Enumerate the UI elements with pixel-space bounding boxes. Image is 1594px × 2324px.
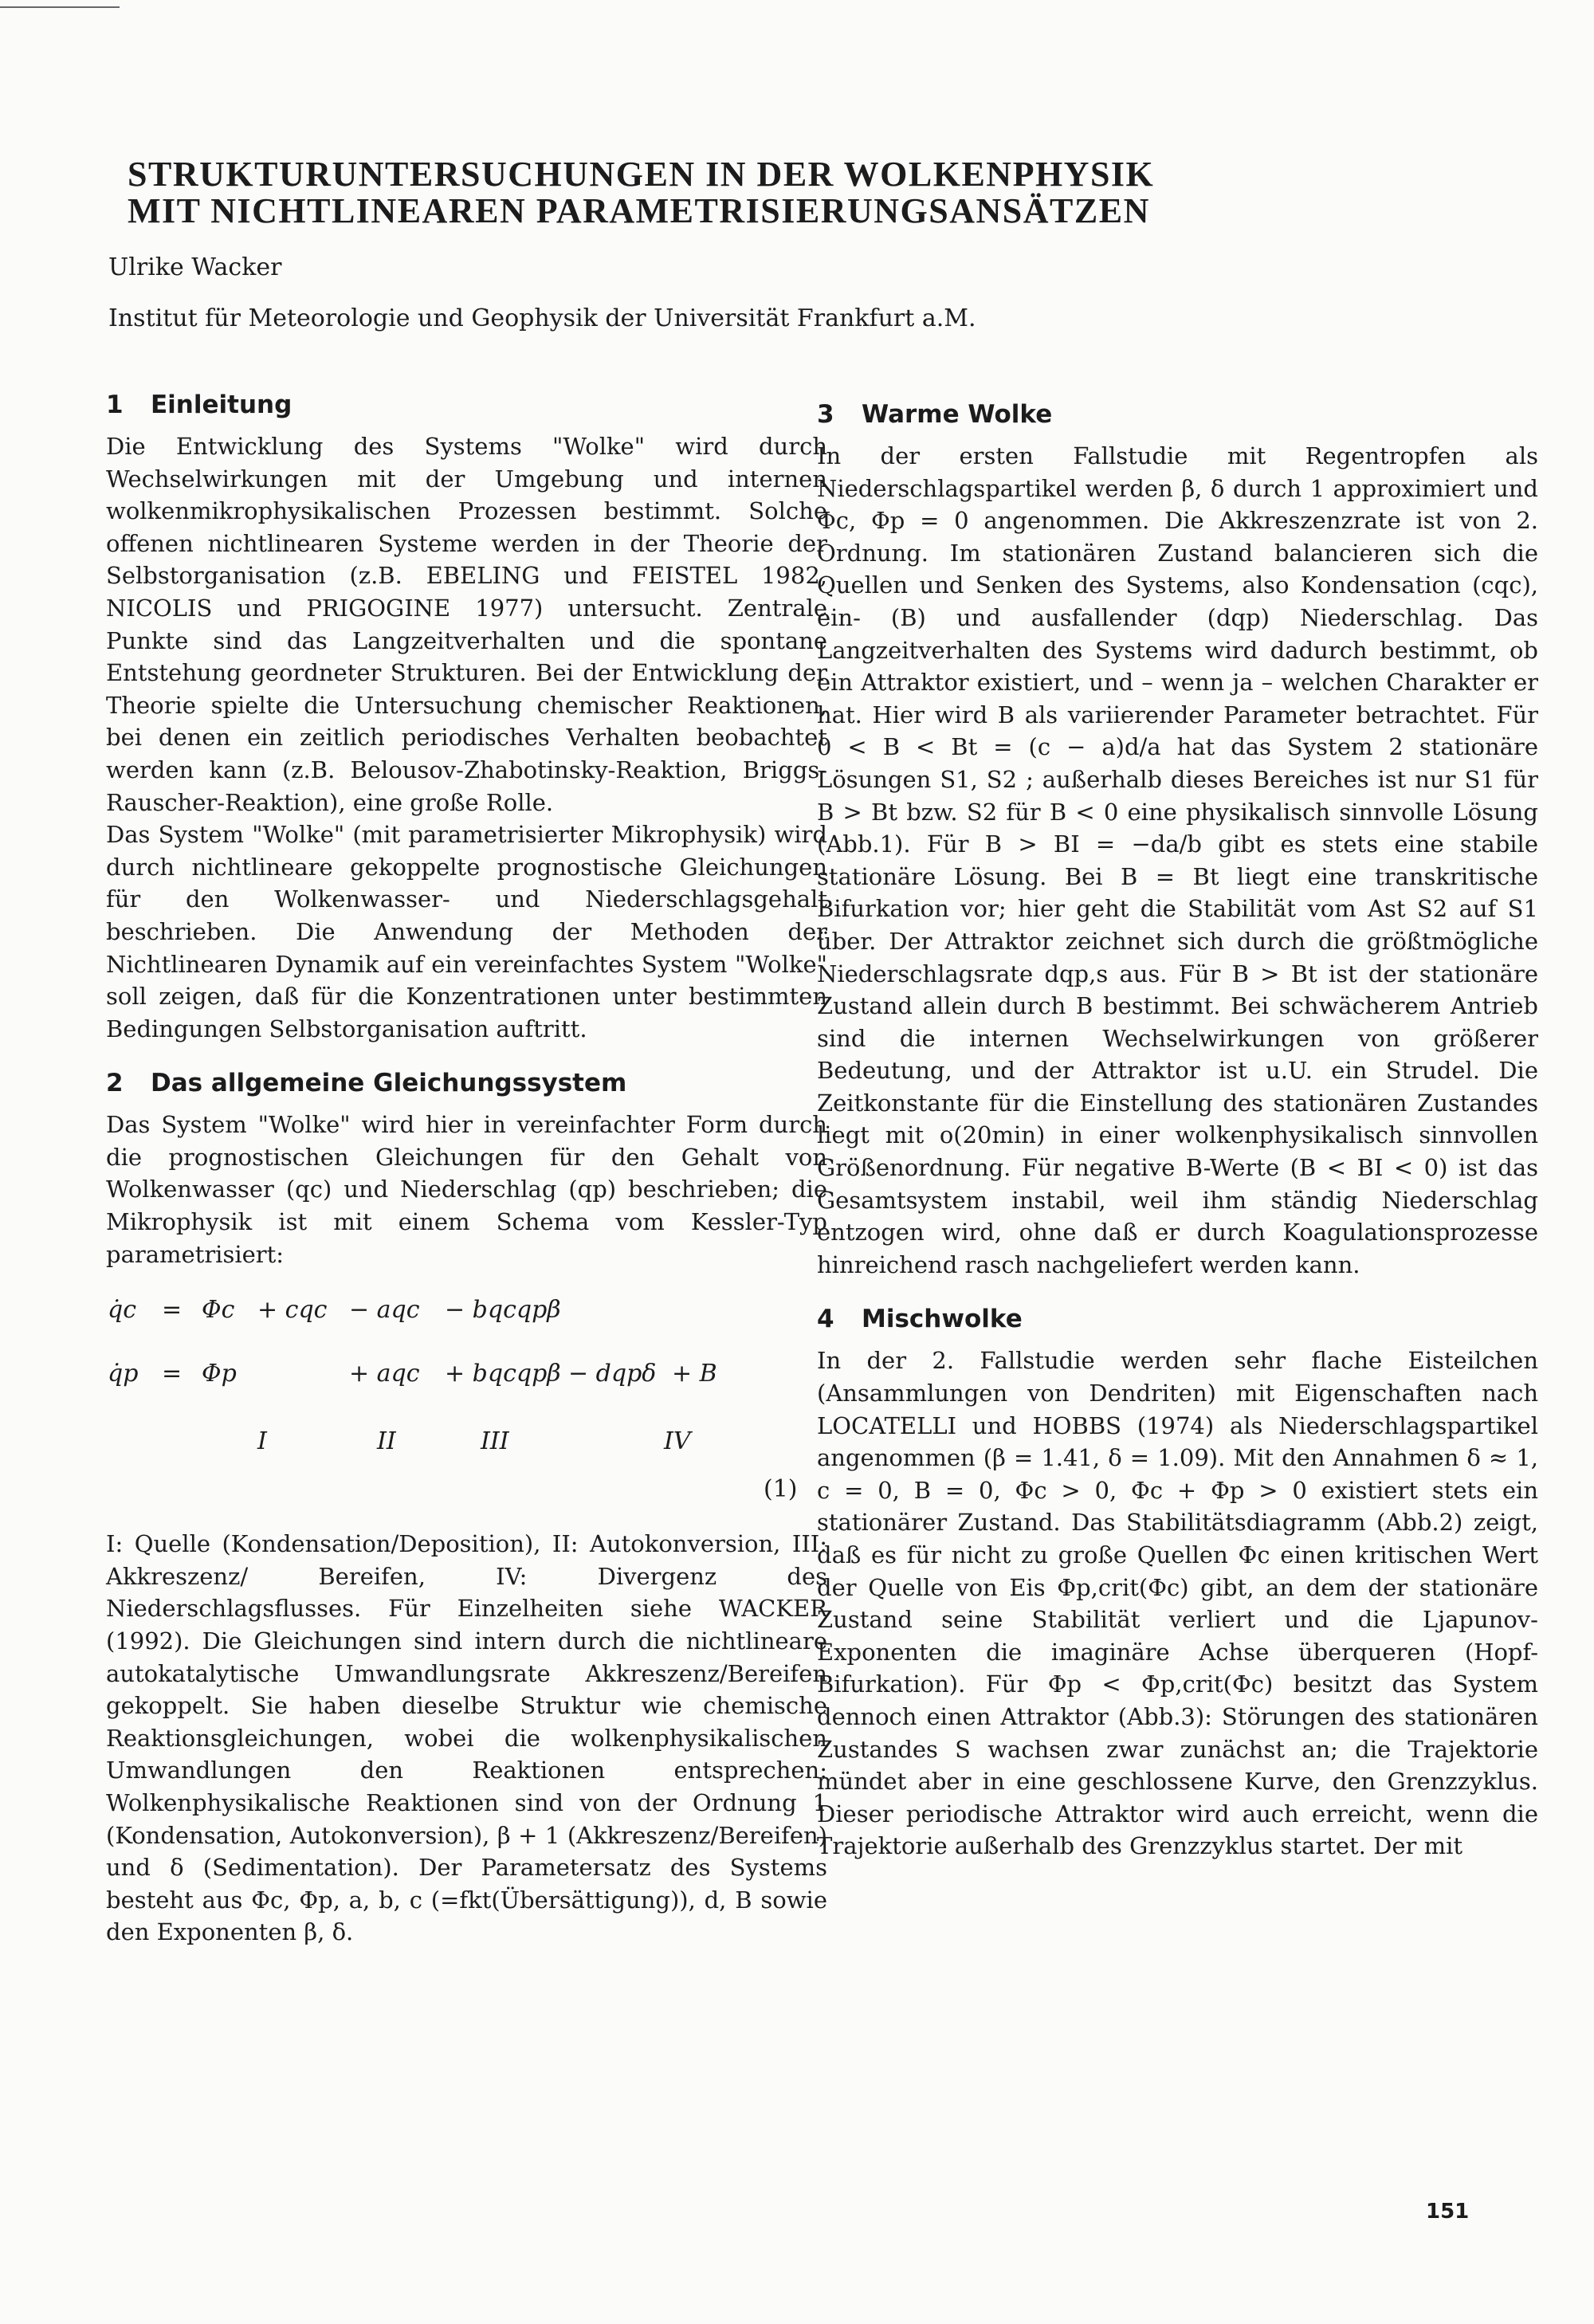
- author: Ulrike Wacker: [108, 253, 282, 281]
- section-3-paragraph-1: In der ersten Fallstudie mit Regentropfen als Niederschlagspartikel werden β, δ durch 1 approximiert und Φc, Φp = 0 angenommen. Die Akkreszenzrate ist von 2. Ordnung. Im stationären Zustand balancieren sich die Quellen und Senken des Systems, also Kondensation (cqc), ein- (B) und ausfallender (dqp) Niederschlag. Das Langzeitverhalten des Systems wird dadurch bestimmt, ob ein Attraktor existiert, und – wenn ja – welchen Charakter er hat. Hier wird B als variierender Parameter betrachtet. Für 0 < B < Bt = (c − a)d/a hat das System 2 stationäre Lösungen S1, S2 ; außerhalb dieses Bereiches ist nur S1 für B > Bt bzw. S2 für B < 0 eine physikalisch sinnvolle Lösung (Abb.1). Für B > BI = −da/b gibt es stets eine stabile stationäre Lösung. Bei B = Bt liegt eine transkritische Bifurkation vor; hier geht die Stabilität vom Ast S2 auf S1 über. Der Attraktor zeichnet sich durch die größtmögliche Niederschlagsrate dqp,s aus. Für B > Bt ist der stationäre Zustand allein durch B bestimmt. Bei schwächerem Antrieb sind die internen Wechselwirkungen von größerer Bedeutung, und der Attraktor ist u.U. ein Strudel. Die Zeitkonstante für die Einstellung des stationären Zustandes liegt mit o(20min) in einer wolkenphysikalisch sinnvollen Größenordnung. Für negative B-Werte (B < BI < 0) ist das Gesamtsystem instabil, weil ihm ständig Niederschlag entzogen wird, ohne daß er durch Koagulationsprozesse hinreichend rasch nachgeliefert werden kann.: [817, 442, 1538, 1278]
- section-2-paragraph-1: Das System "Wolke" wird hier in vereinfachter Form durch die prognostischen Gleichungen für den Gehalt von Wolkenwasser (qc) und Niederschlag (qp) beschrieben; die Mikrophysik ist mit einem Schema vom Kessler-Typ parametrisiert:: [106, 1111, 827, 1268]
- eq-label-III: III: [481, 1427, 509, 1456]
- section-3-number: 3: [817, 400, 834, 429]
- paper-title: [128, 156, 1403, 230]
- section-4-title: Mischwolke: [862, 1305, 1023, 1334]
- section-1-heading: [106, 389, 827, 421]
- equation-block: [106, 1286, 827, 1521]
- eq-label-II: II: [377, 1427, 396, 1456]
- section-2-paragraph-2: I: Quelle (Kondensation/Deposition), II: Autokonversion, III: Akkreszenz/ Bereifen, IV: Divergenz des Niederschlagsflusses. Für Einzelheiten siehe WACKER (1992). Die Gleichungen sind intern durch die nichtlineare autokatalytische Umwandlungsrate Akkreszenz/Bereifen gekoppelt. Sie haben dieselbe Struktur wie chemische Reaktionsgleichungen, wobei die wolkenphysikalischen Umwandlungen den Reaktionen entsprechen: Wolkenphysikalische Reaktionen sind von der Ordnung 1 (Kondensation, Autokonversion), β + 1 (Akkreszenz/Bereifen) und δ (Sedimentation). Der Parametersatz des Systems besteht aus Φc, Φp, a, b, c (=fkt(Übersättigung)), d, B sowie den Exponenten β, δ.: [106, 1530, 827, 1946]
- section-3-title: Warme Wolke: [862, 400, 1053, 429]
- section-2-title: Das allgemeine Gleichungssystem: [151, 1069, 627, 1098]
- eq1-lhs: q̇c: [108, 1296, 137, 1325]
- section-2-heading: [106, 1067, 827, 1099]
- section-4-paragraph-1: In der 2. Fallstudie werden sehr flache Eisteilchen (Ansammlungen von Dendriten) mit Eigenschaften nach LOCATELLI und HOBBS (1974) als Niederschlagspartikel angenommen (β = 1.41, δ = 1.09). Mit den Annahmen δ ≈ 1, c = 0, B = 0, Φc > 0, Φc + Φp > 0 existiert stets ein stationärer Zustand. Das Stabilitätsdiagramm (Abb.2) zeigt, daß es für nicht zu große Quellen Φc einen kritischen Wert der Quelle von Eis Φp,crit(Φc) gibt, an dem der stationäre Zustand seine Stabilität verliert und die Ljapunov-Exponenten die imaginäre Achse überqueren (Hopf-Bifurkation). Für Φp < Φp,crit(Φc) besitzt das System dennoch einen Attraktor (Abb.3): Störungen des stationären Zustandes S wachsen zwar zunächst an; die Trajektorie mündet aber in eine geschlossene Kurve, den Grenzzyklus. Dieser periodische Attraktor wird auch erreicht, wenn die Trajektorie außerhalb des Grenzzyklus startet. Der mit: [817, 1347, 1538, 1860]
- section-1-paragraph-1: Die Entwicklung des Systems "Wolke" wird durch Wechselwirkungen mit der Umgebung und internen wolkenmikrophysikalischen Prozessen bestimmt. Solche offenen nichtlinearen Systeme werden in der Theorie der Selbstorganisation (z.B. EBELING und FEISTEL 1982, NICOLIS und PRIGOGINE 1977) untersucht. Zentrale Punkte sind das Langzeitverhalten und die spontane Entstehung geordneter Strukturen. Bei der Entwicklung der Theorie spielte die Untersuchung chemischer Reaktionen, bei denen ein zeitlich periodisches Verhalten beobachtet werden kann (z.B. Belousov-Zhabotinsky-Reaktion, Briggs-Rauscher-Reaktion), eine große Rolle.: [106, 433, 827, 816]
- eq1-term-source: Φc: [202, 1296, 235, 1325]
- top-rule: [0, 6, 120, 8]
- eq2-lhs: q̇p: [108, 1360, 139, 1388]
- section-3-heading: [817, 398, 1538, 430]
- eq2-equals: =: [162, 1360, 183, 1388]
- eq-label-IV: IV: [664, 1427, 691, 1456]
- eq2-term-sedimentation: − dqpδ: [568, 1360, 657, 1388]
- eq2-term-divergence: + B: [672, 1360, 717, 1388]
- eq2-term-autoconversion: + aqc: [349, 1360, 420, 1388]
- section-4-heading: [817, 1303, 1538, 1335]
- eq2-term-accretion: + bqcqpβ: [445, 1360, 561, 1388]
- title-line-2: MIT NICHTLINEAREN PARAMETRISIERUNGSANSÄTZEN: [128, 191, 1150, 230]
- eq1-term-condensation: + cqc: [257, 1296, 328, 1325]
- right-column: [817, 398, 1538, 1863]
- title-line-1: STRUKTURUNTERSUCHUNGEN IN DER WOLKENPHYSIK: [128, 155, 1155, 194]
- eq-label-I: I: [257, 1427, 267, 1456]
- left-column: [106, 389, 827, 1949]
- section-1-number: 1: [106, 391, 124, 419]
- eq1-equals: =: [162, 1296, 183, 1325]
- section-4-number: 4: [817, 1305, 834, 1334]
- section-1-paragraph-2: Das System "Wolke" (mit parametrisierter Mikrophysik) wird durch nichtlineare gekoppelte prognostische Gleichungen für den Wolkenwasser- und Niederschlagsgehalt beschrieben. Die Anwendung der Methoden der Nichtlinearen Dynamik auf ein vereinfachtes System "Wolke" soll zeigen, daß für die Konzentrationen unter bestimmten Bedingungen Selbstorganisation auftritt.: [106, 821, 827, 1042]
- section-2-number: 2: [106, 1069, 124, 1098]
- eq1-term-accretion: − bqcqpβ: [445, 1296, 561, 1325]
- affiliation: Institut für Meteorologie und Geophysik der Universität Frankfurt a.M.: [108, 304, 976, 332]
- eq1-term-autoconversion: − aqc: [349, 1296, 420, 1325]
- eq2-term-source: Φp: [202, 1360, 237, 1388]
- page-number: 151: [1426, 2200, 1470, 2224]
- section-1-title: Einleitung: [151, 391, 292, 419]
- equation-number: (1): [764, 1475, 798, 1504]
